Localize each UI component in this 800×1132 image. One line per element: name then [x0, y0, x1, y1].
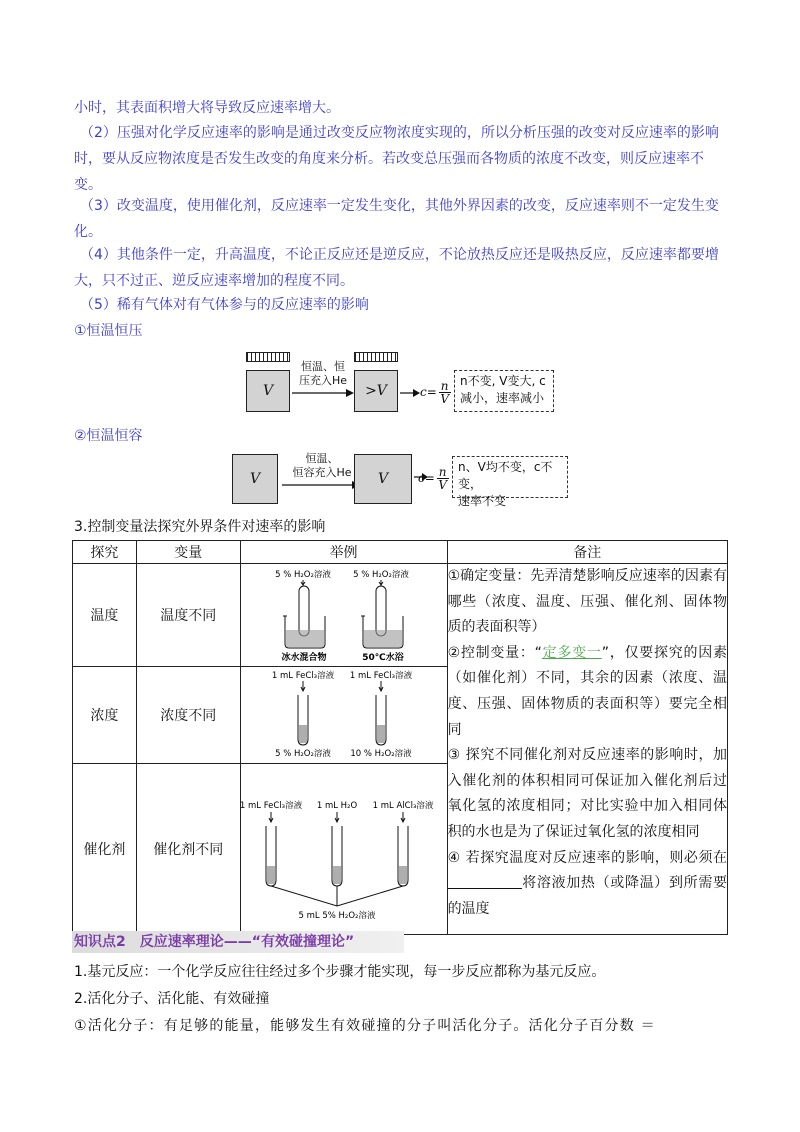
row-variable: 温度不同: [136, 564, 240, 667]
notes-cell: [447, 564, 727, 935]
header-variable: 变量: [136, 541, 240, 564]
figure-label: 50℃水浴: [361, 653, 404, 662]
result-note: n不变, V变大, c 减小，速率减小: [454, 370, 554, 412]
header-topic: 探究: [73, 541, 137, 564]
container-right: V: [354, 454, 412, 504]
test-tube-figure: [241, 667, 446, 759]
result-note: n、V均不变，c不变， 速率不变: [452, 456, 568, 498]
arrow-right-icon: [292, 388, 354, 398]
concentration-formula: c= $\frac{n}{V}$: [418, 464, 447, 492]
arrow-label-line2: 压充入He: [298, 374, 348, 387]
arrow-label-line1: 恒温、: [305, 452, 339, 465]
figure-label: 1 mL AlCl₃溶液: [372, 801, 433, 811]
paragraph-surface-area: 小时，其表面积增大将导致反应速率增大。: [74, 100, 340, 116]
example-image-catalyst: [240, 764, 447, 935]
section-3-title: 3.控制变量法探究外界条件对速率的影响: [74, 519, 326, 535]
paragraph-pressure: （2）压强对化学反应速率的影响是通过改变反应物浓度实现的，所以分析压强的改变对反应速率的影响时，要从反应物浓度是否发生改变的角度来分析。若改变总压强而各物质的浓度不改变，则反应速率不变。: [74, 125, 719, 193]
diagram-constant-pressure: [246, 352, 556, 416]
beaker-water-bath-figure: [241, 564, 446, 662]
table-header-row: [73, 541, 728, 564]
paragraph-temperature-rise: （4）其他条件一定，升高温度，不论正反应还是逆反应，不论放热反应还是吸热反应，反应速率都要增大，只不过正、逆反应速率增加的程度不同。: [74, 247, 719, 289]
row-topic: 催化剂: [73, 764, 137, 935]
row-variable: 催化剂不同: [136, 764, 240, 935]
figure-label: 10 % H₂O₂溶液: [349, 749, 412, 759]
piston-left: [246, 352, 290, 362]
figure-label: 冰水混合物: [281, 653, 327, 662]
container-right: >V: [354, 370, 398, 412]
figure-label: 5 % H₂O₂溶液: [352, 570, 409, 580]
container-left: V: [246, 370, 290, 412]
activation-heading: 2.活化分子、活化能、有效碰撞: [74, 991, 270, 1007]
example-image-temperature: [240, 564, 447, 667]
piston-right: [354, 352, 398, 362]
knowledge-point-title: 知识点2 反应速率理论——“有效碰撞理论”: [74, 934, 355, 950]
row-topic: 温度: [73, 564, 137, 667]
concentration-formula: c= $\frac{n}{V}$: [420, 378, 449, 406]
answer-blank: [448, 874, 522, 889]
figure-label: 5 % H₂O₂溶液: [274, 749, 331, 759]
answer-fill: 定多变一: [541, 644, 602, 661]
table-row: [73, 564, 728, 667]
example-image-concentration: [240, 667, 447, 764]
header-notes: 备注: [447, 541, 727, 564]
paragraph-temperature-catalyst: （3）改变温度，使用催化剂，反应速率一定发生变化，其他外界因素的改变，反应速率则不一定发生变化。: [74, 198, 719, 240]
figure-label: 1 mL FeCl₃溶液: [349, 671, 412, 681]
arrow-right-icon: [282, 480, 360, 490]
note-4: ④ 若探究温度对反应速率的影响，则必须在将溶液加热（或降温）到所需要的温度: [447, 849, 727, 917]
row-topic: 浓度: [73, 667, 137, 764]
figure-label: 5 mL 5% H₂O₂溶液: [298, 911, 376, 921]
control-variable-table: [72, 540, 728, 935]
container-left: V: [232, 454, 278, 504]
three-test-tubes-figure: [241, 764, 446, 930]
figure-label: 1 mL FeCl₃溶液: [271, 671, 334, 681]
header-example: 举例: [240, 541, 447, 564]
case-constant-pressure: ①恒温恒压: [74, 323, 143, 339]
note-1: ①确定变量：先弄清楚影响反应速率的因素有哪些（浓度、温度、压强、催化剂、固体物质的表面积等）: [447, 568, 727, 636]
arrow-label-line1: 恒温、恒: [301, 360, 345, 373]
figure-label: 1 mL H₂O: [316, 801, 357, 811]
arrow-right-icon: [400, 388, 420, 398]
figure-label: 1 mL FeCl₃溶液: [240, 801, 302, 811]
elementary-reaction-line: 1.基元反应：一个化学反应往往经过多个步骤才能实现，每一步反应都称为基元反应。: [74, 964, 606, 980]
diagram-constant-volume: [232, 452, 572, 508]
note-2: ②控制变量：“定多变一”，仅要探究的因素（如催化剂）不同，其余的因素（浓度、温度、压强、固体物质的表面积等）要完全相同: [447, 644, 727, 738]
arrow-label-line2: 恒容充入He: [292, 466, 352, 479]
case-constant-volume: ②恒温恒容: [74, 428, 143, 444]
paragraph-noble-gas: （5）稀有气体对有气体参与的反应速率的影响: [80, 297, 369, 313]
activated-molecule-line: ①活化分子：有足够的能量，能够发生有效碰撞的分子叫活化分子。活化分子百分数 ＝: [74, 1018, 656, 1034]
figure-label: 5 % H₂O₂溶液: [274, 570, 331, 580]
row-variable: 浓度不同: [136, 667, 240, 764]
note-3: ③ 探究不同催化剂对反应速率的影响时，加入催化剂的体积相同可保证加入催化剂后过氧化氢的浓度相同；对比实验中加入相同体积的水也是为了保证过氧化氢的浓度相同: [447, 747, 727, 840]
